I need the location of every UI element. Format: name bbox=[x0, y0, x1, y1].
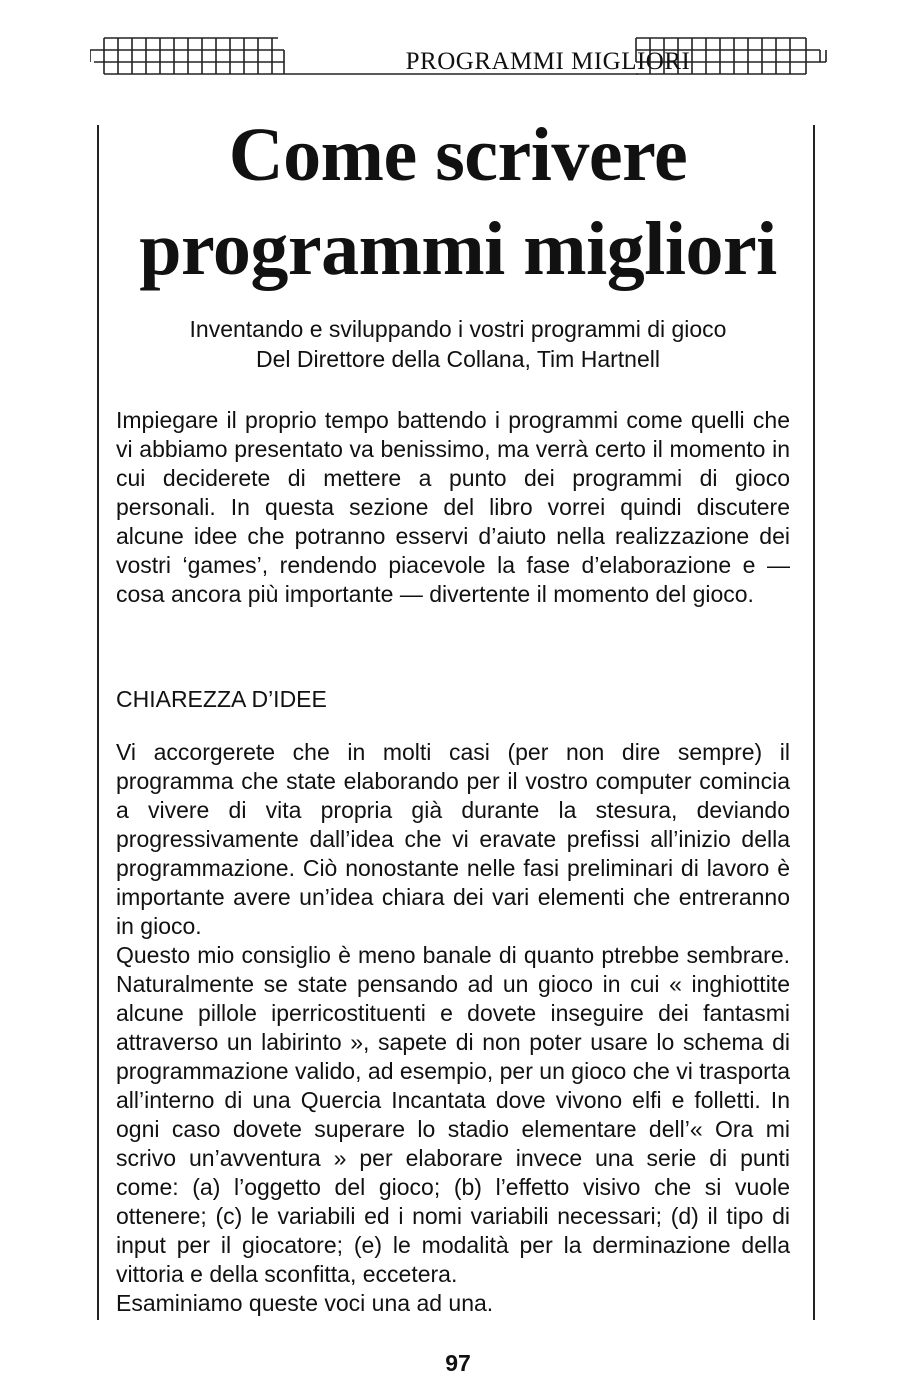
article-title bbox=[100, 108, 816, 296]
section-header-label: PROGRAMMI MIGLIORI bbox=[405, 48, 691, 75]
article-subtitle bbox=[100, 314, 816, 374]
body-paragraph-3: Esaminiamo queste voci una ad una. bbox=[116, 1290, 494, 1316]
body-paragraph-2: Questo mio consiglio è meno banale di quanto ptrebbe sembrare. Naturalmente se state pensando ad un gioco in cui « inghiottite alcune pillole iperricostituenti e dovete inseguire dei fantasmi attraverso un labirinto », sapete di non poter usare lo schema di programmazione valido, ad esempio, per un gioco che vi trasporta all’interno di una Quercia Incantata dove vivono elfi e folletti. In ogni caso dovete superare lo stadio elementare dell’« Ora mi scrivo un’avventura » per elaborare invece una serie di punti come: (a) l’oggetto del gioco; (b) l’effetto visivo che si vuole ottenere; (c) le variabili ed i nomi variabili necessari; (d) il tipo di input per il giocatore; (e) le modalità per la derminazione della vittoria e della sconfitta, eccetera. bbox=[116, 942, 790, 1287]
page-number: 97 bbox=[445, 1350, 471, 1376]
intro-paragraph-block bbox=[116, 406, 790, 609]
running-header bbox=[90, 28, 830, 86]
intro-paragraph: Impiegare il proprio tempo battendo i programmi come quelli che vi abbiamo presentato va benissimo, ma verrà certo il momento in cui deciderete di mettere a punto dei programmi di gioco personali. In questa sezione del libro vorrei quindi discutere alcune idee che potranno esservi d’aiuto nella realizzazione dei vostri ‘games’, rendendo piacevole la fase d’elaborazione e — cosa ancora più importante — divertente il momento del gioco. bbox=[116, 407, 790, 607]
subtitle-line-1: Inventando e sviluppando i vostri programmi di gioco bbox=[189, 316, 727, 342]
left-margin-rule bbox=[97, 125, 99, 1320]
right-margin-rule bbox=[813, 125, 815, 1320]
section-heading: CHIAREZZA D’IDEE bbox=[116, 686, 327, 712]
section-body bbox=[116, 738, 790, 1318]
title-line-1: Come scrivere bbox=[228, 113, 688, 197]
title-line-2: programmi migliori bbox=[139, 207, 777, 291]
author-byline: Del Direttore della Collana, Tim Hartnell bbox=[256, 346, 660, 372]
body-paragraph-1: Vi accorgerete che in molti casi (per non dire sempre) il programma che state elaborando per il vostro computer comincia a vivere di vita propria già durante la stesura, deviando progressivamente dall’idea che vi eravate prefissi all’inizio della programmazione. Ciò nonostante nelle fasi preliminari di lavoro è importante avere un’idea chiara dei vari elementi che entreranno in gioco. bbox=[116, 739, 790, 939]
